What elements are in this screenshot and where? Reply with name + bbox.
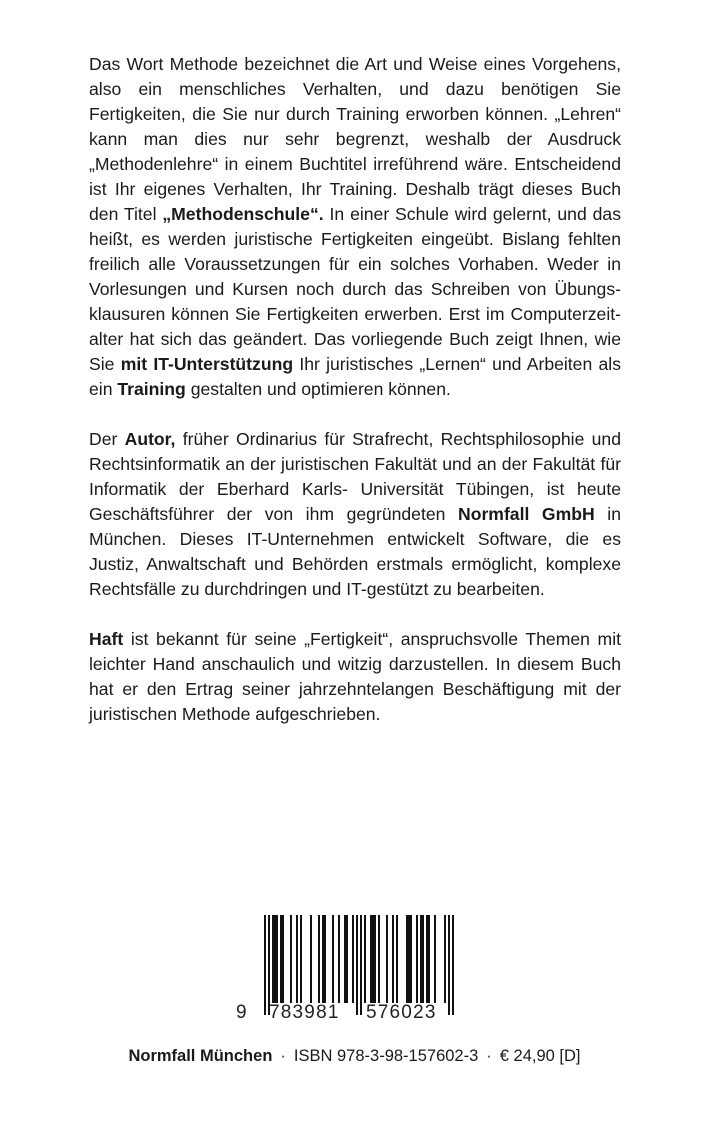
isbn-barcode [232,915,462,1027]
text-run: in München. Dieses IT-Unternehmen entwickelt Software, die es Justiz, Anwaltschaft und Behörden erstmals ermöglicht, komplexe Rechtsfälle zu durchdringen und IT-gestützt zu bearbeiten. [89,504,621,599]
barcode-bar [408,915,410,1003]
barcode-bar [378,915,380,1003]
bold-text: Haft [89,629,124,649]
separator: · [280,1047,286,1065]
barcode-bar [434,915,436,1003]
isbn-number: ISBN 978-3-98-157602-3 [293,1047,479,1065]
paragraph-intro [89,52,621,402]
barcode-bar [416,915,418,1003]
text-run: Der [89,429,125,449]
text-run: Ihr juristisches „Lernen“ und Arbeiten als ein [89,354,621,399]
barcode-bar [410,915,412,1003]
bold-text: „Methodenschule“. [162,204,324,224]
barcode-bar [280,915,282,1003]
barcode-bar [300,915,302,1003]
barcode-bar [374,915,376,1003]
text-run: gestalten und optimieren können. [185,379,451,399]
barcode-bar [426,915,428,1003]
barcode-bar [322,915,324,1003]
barcode-bar [296,915,298,1003]
barcode-bar [272,915,274,1003]
price: € 24,90 [D] [499,1047,581,1065]
barcode-bar [356,915,358,1015]
barcode-right-digits: 576023 [366,1002,437,1023]
text-run: ist bekannt für seine „Fertigkeit“, anspruchsvolle Themen mit leichter Hand anschaulich und witzig darzustellen. In diesem Buch hat er den Ertrag seiner jahrzehntelangen Beschäftigung mit der juristischen Methode aufgeschrieben. [89,629,621,724]
barcode-bar [396,915,398,1003]
barcode-bar [392,915,394,1003]
bold-text: mit IT-Unterstützung [120,354,294,374]
paragraph-haft [89,627,621,727]
barcode-bar [276,915,278,1003]
text-run: Das Wort Methode bezeichnet die Art und Weise eines Vorgehens, also ein menschliches Verhalten, und dazu benötigen Sie Fertigkeiten, die Sie nur durch Training erworben können. „Lehren“ kann man dies nur sehr begrenzt, weshalb der Ausdruck „Methodenlehre“ in einem Buchtitel irreführend wäre. Entscheidend ist Ihr eigenes Verhalten, Ihr Training. Deshalb trägt dieses Buch den Titel [89,54,621,224]
barcode-bar [318,915,320,1003]
text-run: In einer Schule wird gelernt, und das heißt, es werden juristische Fertigkeiten eingeübt. Bislang fehlten freilich alle Voraussetzungen für ein solches Vorhaben. Weder in Vorlesungen und Kursen noch durch das Schreiben von Übungsklausuren können Sie Fertigkeiten erwerben. Erst im Computerzeitalter hat sich das geändert. Das vorliegende Buch zeigt Ihnen, wie Sie [89,204,621,374]
barcode-first-digit: 9 [236,1002,248,1023]
barcode-bar [452,915,454,1015]
barcode-left-digits: 783981 [269,1002,340,1023]
barcode-bar [386,915,388,1003]
barcode-bar [428,915,430,1003]
barcode-bar [346,915,348,1003]
back-cover-text [89,52,621,752]
barcode-bar [338,915,340,1003]
bold-text: Normfall GmbH [458,504,595,524]
barcode-bar [290,915,292,1003]
barcode-bar [268,915,270,1015]
bold-text: Autor, [124,429,176,449]
paragraph-author [89,427,621,602]
bold-text: Training [117,379,186,399]
barcode-bar [444,915,446,1003]
barcode-bar [360,915,362,1015]
imprint-line [0,1045,709,1067]
barcode-bar [332,915,334,1003]
barcode-bar [274,915,276,1003]
barcode-bar [448,915,450,1015]
barcode-bar [372,915,374,1003]
barcode-bar [364,915,366,1003]
separator: · [486,1047,492,1065]
barcode-bar [406,915,408,1003]
barcode-bar [422,915,424,1003]
barcode-bar [324,915,326,1003]
barcode-bar [282,915,284,1003]
barcode-bar [370,915,372,1003]
text-run: früher Ordinarius für Strafrecht, Rechtsphilosophie und Rechtsinformatik an der juristischen Fakultät und an der Fakultät für Informatik der Eberhard Karls- Universität Tübingen, ist heute Geschäftsführer der von ihm gegründeten [89,429,621,524]
barcode-bar [310,915,312,1003]
barcode-bar [420,915,422,1003]
barcode-bar [352,915,354,1003]
barcode-bar [264,915,266,1015]
barcode-bar [344,915,346,1003]
publisher-name: Normfall München [128,1047,273,1065]
